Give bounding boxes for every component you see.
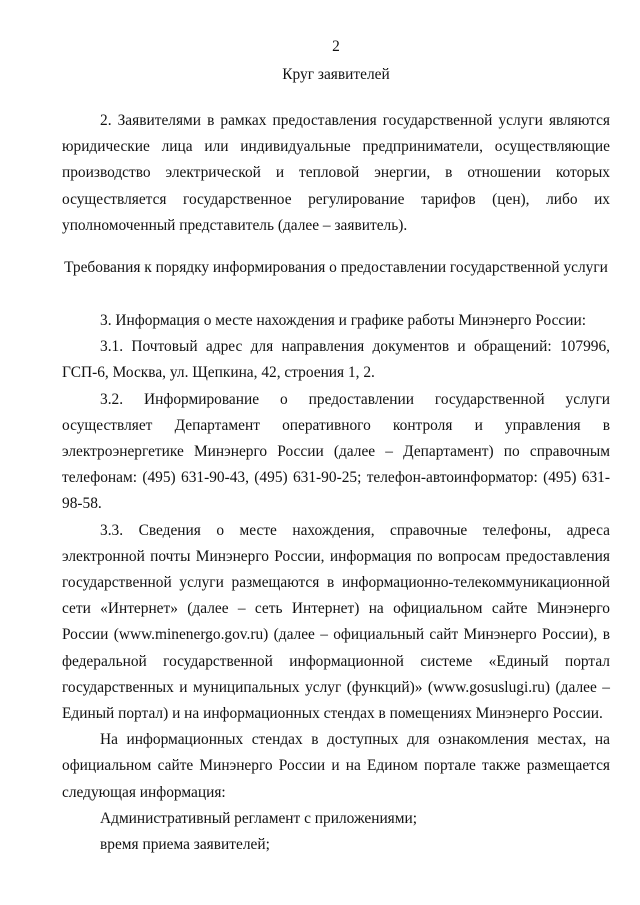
- paragraph-info-stands: На информационных стендах в доступных для ознакомления местах, на официальном сайте Минэнерго России и на Едином портале также размещается следующая информация:: [62, 731, 610, 801]
- paragraph-3: 3. Информация о месте нахождения и графике работы Минэнерго России:: [100, 312, 586, 329]
- section-informing-body: [62, 308, 610, 858]
- section-title-informing: Требования к порядку информирования о предоставлении государственной услуги: [64, 259, 608, 276]
- paragraph-3-2: 3.2. Информирование о предоставлении государственной услуги осуществляет Департамент оперативного контроля и управления в электроэнергетике Минэнерго России (далее – Департамент) по справочным телефонам: (495) 631-90-43, (495) 631-90-25; телефон-автоинформатор: (495) 631-98-58.: [62, 390, 610, 513]
- section-title-applicants: Круг заявителей: [282, 66, 390, 83]
- section-applicants-body: [62, 108, 610, 239]
- list-item: Административный регламент с приложениями;: [100, 809, 418, 827]
- paragraph-3-1: 3.1. Почтовый адрес для направления документов и обращений: 107996, ГСП-6, Москва, ул. Щепкина, 42, строения 1, 2.: [62, 338, 610, 382]
- page-number: 2: [332, 38, 340, 55]
- list-item: время приема заявителей;: [100, 836, 270, 854]
- paragraph-2: 2. Заявителями в рамках предоставления государственной услуги являются юридические лица или индивидуальные предприниматели, осуществляющие производство электрической и тепловой энергии, в отношении которых осуществляется государственное регулирование тарифов (цен), либо их уполномоченный представитель (далее – заявитель).: [62, 112, 610, 234]
- paragraph-3-3: 3.3. Сведения о месте нахождения, справочные телефоны, адреса электронной почты Минэнерго России, информация по вопросам предоставления государственной услуги размещаются в информационно-телекоммуникационной сети «Интернет» (далее – сеть Интернет) на официальном сайте Минэнерго России (www.minenergo.gov.ru) (далее – официальный сайт Минэнерго России), в федеральной государственной информационной системе «Единый портал государственных и муниципальных услуг (функций)» (www.gosuslugi.ru) (далее – Единый портал) и на информационных стендах в помещениях Минэнерго России.: [62, 521, 610, 723]
